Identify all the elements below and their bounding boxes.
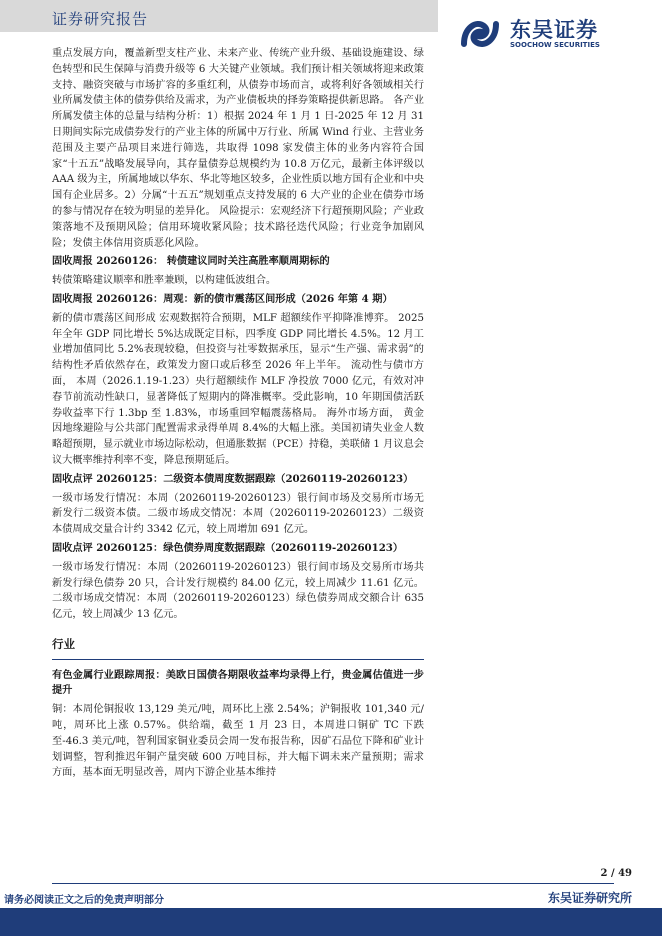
item-title: 有色金属行业跟踪周报：美欧日国债各期限收益率均录得上行，贵金属估值进一步提升 [52, 668, 424, 697]
footer-divider [52, 883, 614, 884]
report-type-title: 证券研究报告 [52, 10, 149, 28]
company-logo [458, 14, 618, 54]
disclaimer-note: 请务必阅读正文之后的免责声明部分 [4, 895, 164, 906]
page-number: 2 / 49 [600, 868, 632, 879]
item-title: 固收点评 20260125：绿色债券周度数据跟踪（20260119-20260123） [52, 541, 404, 554]
item-title: 固收周报 20260126：周观：新的债市震荡区间形成（2026 年第 4 期） [52, 292, 393, 305]
logo-chinese-name: 东吴证券 [510, 18, 598, 42]
footer-bar [0, 908, 662, 936]
section-divider [52, 659, 424, 660]
logo-english-name: SOOCHOW SECURITIES [510, 41, 600, 49]
item-text: 转债策略建议顺率和胜率兼顾，以构建低波组合。 [52, 275, 277, 287]
item-text: 新的债市震荡区间形成 宏观数据符合预期，MLF 超额续作平抑降准博弈。 2025 年全年 GDP 同比增长 5%达成既定目标，四季度 GDP 同比增长 4.5%。12 月工业增加值同比 5.2%表现较稳，但投资与社零数据承压，显示“生产强、需求弱”的结构性矛盾依然存在，政策发力窗口或后移至 2026 年上半年。 流动性与债市方面， 本周（2026.1.19-1.23）央行超额续作 MLF 净投放 7000 亿元，有效对冲春节前流动性缺口，显著降低了短期内的降准概率。受此影响，10 年期国债活跃券收益率下行 1.3bp 至 1.83%，市场重回窄幅震荡格局。 海外市场方面， 黄金因地缘避险与公共部门配置需求录得单周 8.4%的大幅上涨。美国初请失业金人数略超预期，显示就业市场边际松动，但通胀数据（PCE）持稳，美联储 1 月议息会议大概率维持利率不变，降息预期延后。 [52, 312, 424, 466]
item-text: 铜：本周伦铜报收 13,129 美元/吨，周环比上涨 2.54%；沪铜报收 101,340 元/吨，周环比上涨 0.57%。供给端，截至 1 月 23 日，本周进口铜矿 TC 下跌至-46.3 美元/吨，智利国家铜业委员会周一发布报告称，因矿石品位下降和矿业计划调整，智利推迟年铜产量突破 600 万吨目标，并大幅下调未来产量预期；需求方面，基本面无明显改善，周内下游企业基本维持 [52, 704, 424, 779]
intro-paragraph: 重点发展方向，覆盖新型支柱产业、未来产业、传统产业升级、基础设施建设、绿色转型和民生保障与消费升级等 6 大关键产业领域。我们预计相关领域将迎来政策支持、融资突破与市场扩容的多重红利，从债券市场而言，或将利好各领域相关行业所属发债主体的债券供给及需求，为产业债板块的择券策略提供新思路。 各产业所属发债主体的总量与结构分析：1）根据 2024 年 1 月 1 日-2025 年 12 月 31 日期间实际完成债券发行的产业主体的所属中万行业、所属 Wind 行业、主营业务范围及主要产品项目来进行筛选，共取得 1098 家发债主体的业务内容符合国家“十五五”战略发展导向，其存量债券总规模约为 10.8 万亿元，最新主体评级以 AAA 级为主，所属地域以华东、华北等地区较多，企业性质以地方国有企业和中央国有企业居多。2）分属“十五五”规划重点支持发展的 6 大产业的企业在债券市场的参与情况存在较为明显的差异化。 风险提示：宏观经济下行超预期风险；产业政策落地不及预期风险；信用环境收紧风险；技术路径迭代风险；行业竞争加剧风险；发债主体信用资质恶化风险。 [52, 48, 424, 249]
report-body [52, 46, 424, 784]
item-text: 一级市场发行情况：本周（20260119-20260123）银行间市场及交易所市场共新发行绿色债券 20 只，合计发行规模约 84.00 亿元，较上周减少 11.61 亿元。二级市场成交情况：本周（20260119-20260123）绿色债券周成交额合计 635 亿元，较上周减少 13 亿元。 [52, 561, 424, 621]
soochow-logo-icon [458, 14, 502, 54]
item-title: 固收周报 20260126： 转债建议同时关注高胜率顺周期标的 [52, 255, 330, 268]
section-heading-industry: 行业 [52, 636, 75, 651]
institute-name: 东吴证券研究所 [547, 891, 632, 905]
item-title: 固收点评 20260125：二级资本债周度数据跟踪（20260119-20260123） [52, 472, 414, 485]
item-text: 一级市场发行情况：本周（20260119-20260123）银行间市场及交易所市场无新发行二级资本债。二级市场成交情况：本周（20260119-20260123）二级资本债周成交量合计约 3342 亿元，较上周增加 691 亿元。 [52, 492, 424, 536]
